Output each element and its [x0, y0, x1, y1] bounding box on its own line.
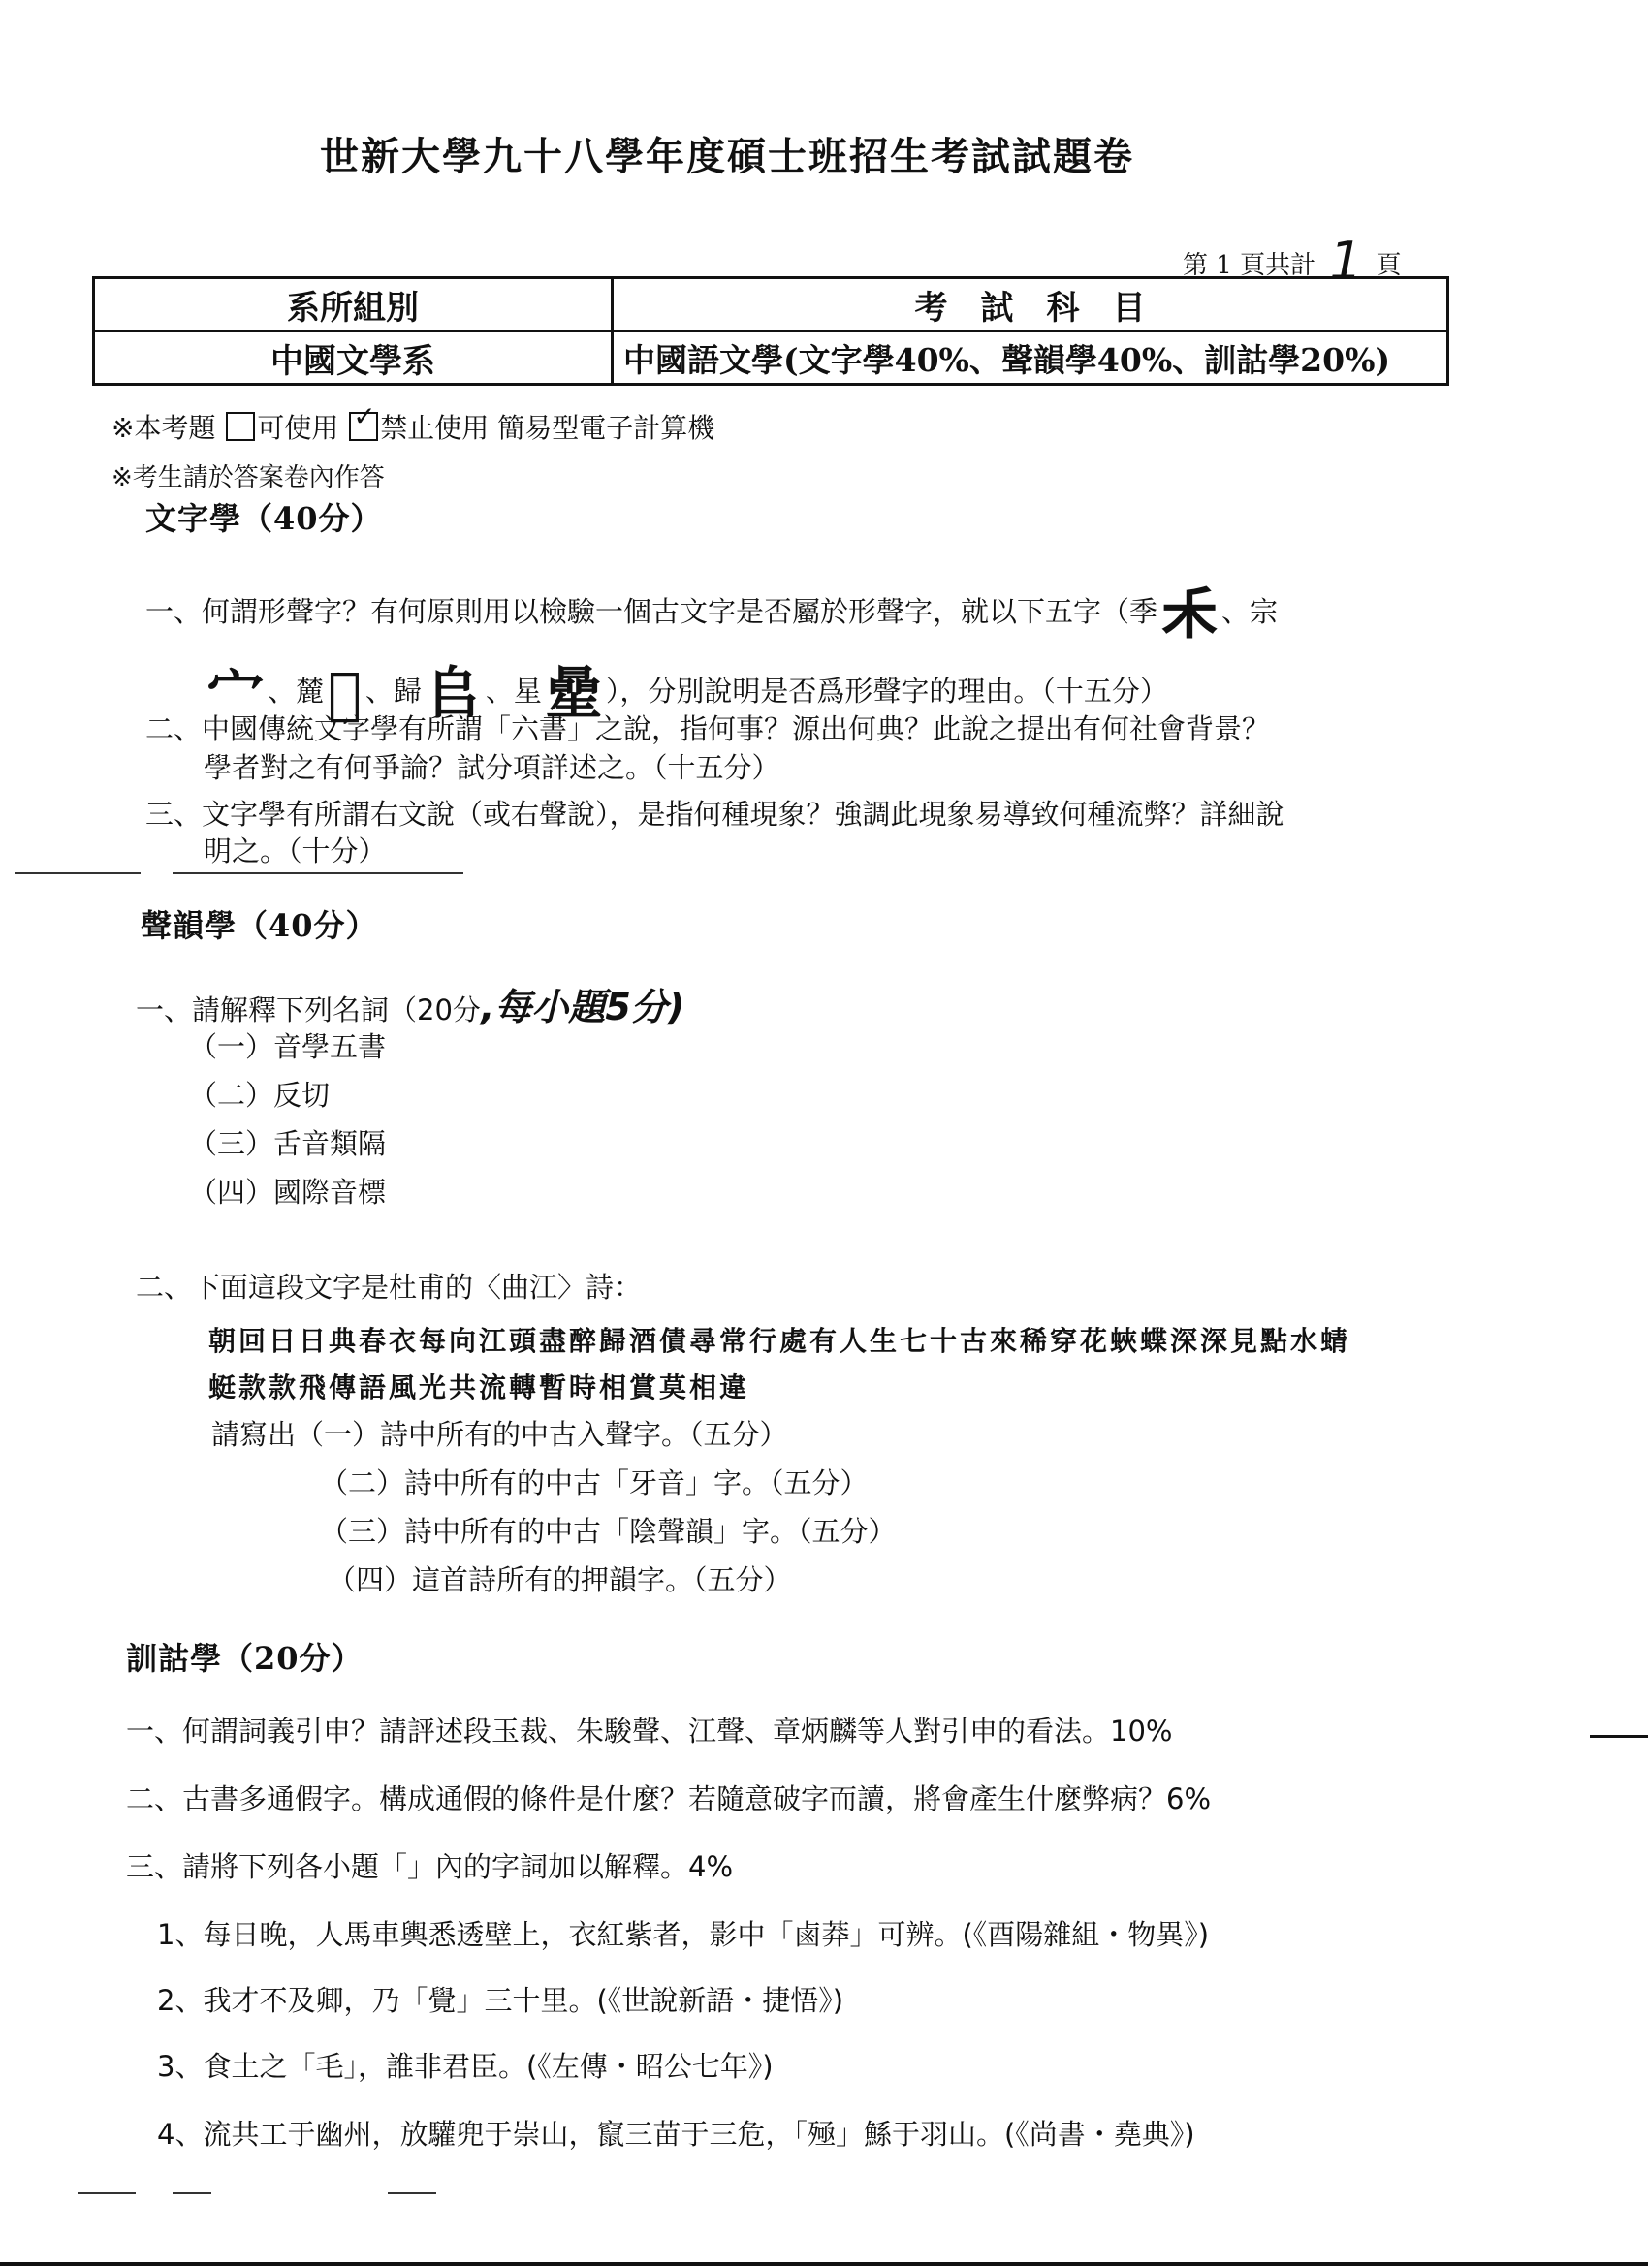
shengyun-q2-item-4: （四）這首詩所有的押韻字。（五分） — [328, 1563, 792, 1596]
wenzi-q1-xing: 、星 — [485, 675, 542, 708]
xungu-q2: 二、古書多通假字。構成通假的條件是什麼？若隨意破字而讀，將會產生什麼弊病？6% — [126, 1782, 1212, 1815]
page-info-prefix: 第 1 頁共計 — [1183, 251, 1316, 280]
bottom-dash — [388, 2192, 436, 2194]
shengyun-q1 — [136, 977, 684, 1030]
ancient-glyph-xing: 曐 — [545, 660, 602, 726]
shengyun-q1-text: 一、請解釋下列名詞（20分 — [136, 993, 481, 1026]
page-info-suffix: 頁 — [1376, 251, 1402, 280]
wenzi-q1-gui: 、歸 — [364, 675, 422, 708]
shengyun-term-3: （三）舌音類隔 — [189, 1127, 387, 1160]
wenzi-q1-end: ），分別說明是否爲形聲字的理由。（十五分） — [605, 675, 1168, 708]
shengyun-q2-item-1: 請寫出（一）詩中所有的中古入聲字。（五分） — [211, 1418, 788, 1451]
shengyun-q2-item-2: （二）詩中所有的中古「牙音」字。（五分） — [320, 1466, 869, 1499]
wenzi-q3-line2: 明之。（十分） — [204, 835, 387, 867]
calc-suffix: 簡易型電子計算機 — [497, 412, 715, 444]
check-mark-icon: ✓ — [353, 400, 376, 432]
bottom-dash — [173, 2192, 211, 2194]
department-cell: 中國文學系 — [94, 331, 613, 385]
xungu-q3-item-4: 4、流共工于幽州，放驩兜于崇山，竄三苗于三危，「殛」鯀于羽山。(《尚書・堯典》) — [157, 2118, 1195, 2151]
wenzi-q2-line2: 學者對之有何爭論？試分項詳述之。（十五分） — [204, 751, 780, 784]
shengyun-term-4: （四）國際音標 — [189, 1176, 387, 1209]
section-heading-xungu: 訓詁學（20分） — [126, 1640, 364, 1677]
page-total: 1 — [1329, 231, 1363, 292]
forbid-checkbox — [349, 400, 378, 441]
forbid-label: 禁止使用 — [380, 412, 490, 444]
xungu-q1: 一、何謂詞義引申？請評述段玉裁、朱駿聲、江聲、章炳麟等人對引申的看法。10% — [126, 1715, 1173, 1748]
poem-line-2: 蜓款款飛傳語風光共流轉暫時相賞莫相違 — [208, 1371, 750, 1403]
ancient-glyph-gui: 𠂤 — [425, 660, 482, 726]
col-subject-header: 考 試 科 目 — [613, 278, 1448, 331]
header-table — [92, 276, 1449, 386]
calc-prefix: ※本考題 — [111, 412, 216, 444]
ancient-glyph-lu: 𣚻 — [328, 660, 362, 726]
wenzi-q1-line1 — [145, 580, 1278, 646]
exam-title: 世新大學九十八學年度碩士班招生考試試題卷 — [320, 134, 1134, 179]
answer-note: ※考生請於答案卷內作答 — [111, 463, 385, 492]
ancient-glyph-zong: 宀 — [207, 660, 265, 726]
wenzi-q1-tail: 、宗 — [1221, 595, 1279, 628]
xungu-q3: 三、請將下列各小題「」內的字詞加以解釋。4% — [126, 1850, 734, 1883]
wenzi-q3-line1: 三、文字學有所謂右文說（或右聲說），是指何種現象？強調此現象易導致何種流弊？詳細說 — [145, 798, 1284, 831]
divider-dash — [173, 872, 463, 874]
page-bottom-edge — [0, 2262, 1648, 2266]
section-heading-shengyun: 聲韻學（40分） — [141, 907, 378, 944]
shengyun-term-2: （二）反切 — [189, 1079, 331, 1112]
divider-dash — [15, 872, 141, 874]
allow-label: 可使用 — [257, 412, 339, 444]
subject-cell: 中國語文學(文字學40%、聲韻學40%、訓詁學20%) — [613, 331, 1448, 385]
shengyun-q2-item-3: （三）詩中所有的中古「陰聲韻」字。（五分） — [320, 1515, 897, 1548]
wenzi-q1-text: 一、何謂形聲字？有何原則用以檢驗一個古文字是否屬於形聲字，就以下五字（季 — [145, 595, 1158, 628]
bottom-dash — [78, 2192, 136, 2194]
xungu-q3-item-3: 3、食土之「毛」，誰非君臣。(《左傳・昭公七年》) — [157, 2050, 774, 2083]
shengyun-q2: 二、下面這段文字是杜甫的〈曲江〉詩： — [136, 1271, 643, 1304]
ancient-glyph-ji: 𥝌 — [1161, 581, 1219, 646]
poem-line-1: 朝回日日典春衣每向江頭盡醉歸酒債尋常行處有人生七十古來稀穿花蛺蝶深深見點水蜻 — [208, 1325, 1351, 1357]
calculator-note — [111, 400, 715, 446]
section-heading-wenzi: 文字學（40分） — [145, 500, 383, 537]
margin-mark — [1590, 1735, 1648, 1738]
col-dept-header: 系所組別 — [94, 278, 613, 331]
wenzi-q2-line1: 二、中國傳統文字學有所謂「六書」之說，指何事？源出何典？此說之提出有何社會背景？ — [145, 712, 1271, 745]
allow-checkbox — [226, 412, 255, 441]
xungu-q3-item-1: 1、每日晚，人馬車輿悉透壁上，衣紅紫者，影中「鹵莽」可辨。(《酉陽雜組・物異》) — [157, 1918, 1210, 1951]
wenzi-q1-lu: 、麓 — [268, 675, 325, 708]
xungu-q3-item-2: 2、我才不及卿，乃「覺」三十里。(《世說新語・捷悟》) — [157, 1984, 844, 2017]
shengyun-term-1: （一）音學五書 — [189, 1030, 387, 1063]
handwritten-note: ,每小題5分) — [480, 986, 685, 1028]
